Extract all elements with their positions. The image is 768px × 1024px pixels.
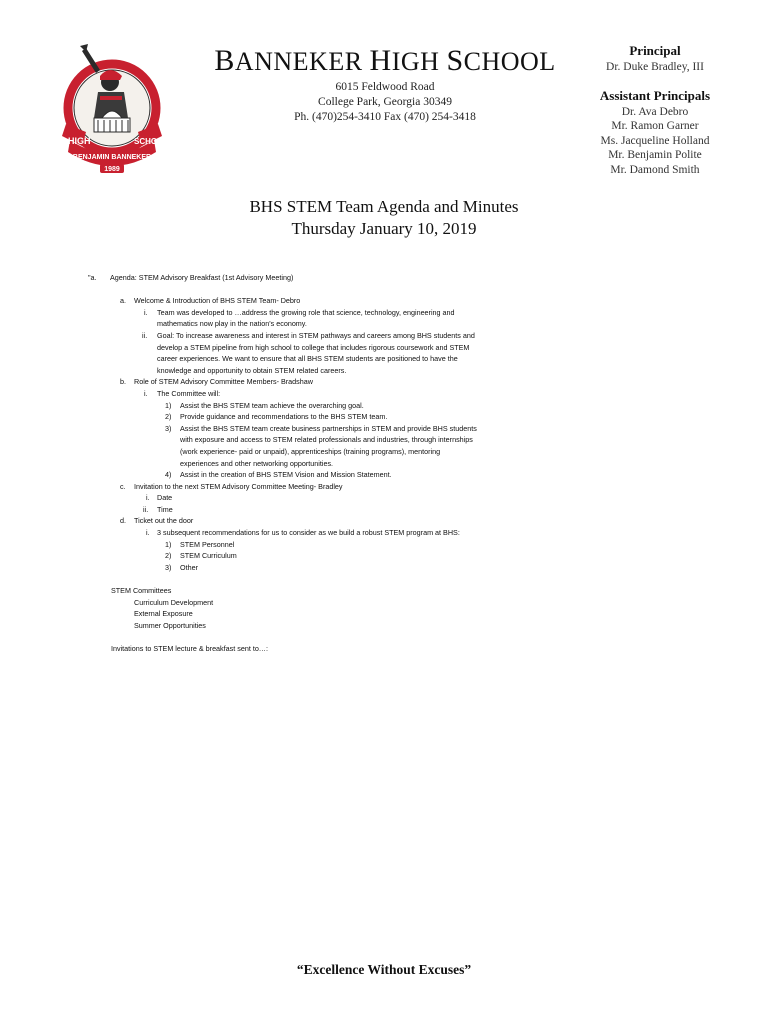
address-phone-fax: Ph. (470)254-3410 Fax (470) 254-3418 [294, 111, 476, 123]
list-marker: ii. [142, 330, 148, 340]
list-item-text: Goal: To increase awareness and interest in STEM pathways and careers among BHS students and [157, 330, 475, 340]
list-item-text: experiences and other networking opportunities. [180, 458, 334, 468]
logo-text-badge: 1989 [104, 166, 120, 173]
committee-item [0, 620, 768, 632]
committee-item-text: Curriculum Development [134, 597, 214, 607]
list-item-text: The Committee will: [157, 388, 221, 398]
committee-item [0, 608, 768, 620]
assistant-principal: Ms. Jacqueline Holland [600, 134, 710, 147]
list-item-continuation [0, 458, 768, 470]
list-item-text: Role of STEM Advisory Committee Members- Bradshaw [134, 377, 313, 387]
list-item-continuation [0, 342, 768, 354]
list-marker: 1) [165, 539, 172, 549]
list-marker: ii. [143, 504, 149, 514]
school-name-initial-h: H [369, 44, 392, 77]
school-address [190, 80, 580, 125]
document-date: Thursday January 10, 2019 [291, 219, 477, 238]
list-item-text: Invitation to the next STEM Advisory Committee Meeting- Bradley [134, 481, 343, 491]
list-item-text: Assist the BHS STEM team achieve the overarching goal. [180, 400, 364, 410]
principal-label: Principal [629, 43, 681, 58]
list-item [0, 423, 768, 435]
assistant-principal: Mr. Benjamin Polite [608, 149, 702, 161]
committee-item [0, 597, 768, 609]
agenda-heading [0, 272, 768, 284]
list-marker: d. [120, 516, 126, 526]
assistant-principal: Mr. Damond Smith [610, 163, 700, 176]
list-marker: i. [146, 493, 150, 503]
committee-item-text: External Exposure [134, 609, 193, 619]
list-marker: b. [120, 377, 126, 387]
list-item [0, 550, 768, 562]
list-item-text: with exposure and access to STEM related professionals and industries, through internships [180, 435, 473, 445]
list-marker: "a. [88, 273, 97, 282]
school-name-part-2: IGH [391, 47, 447, 76]
list-item [0, 295, 768, 307]
list-item-text: Other [180, 562, 198, 572]
address-street: 6015 Feldwood Road [335, 81, 435, 93]
invitations-note [0, 643, 768, 655]
list-item [0, 388, 768, 400]
list-item-text: STEM Curriculum [180, 551, 237, 561]
list-item [0, 330, 768, 342]
list-marker: 3) [165, 423, 172, 433]
list-item-continuation [0, 353, 768, 365]
invitations-note-text: Invitations to STEM lecture & breakfast sent to…: [111, 644, 268, 653]
logo-text-top: HIGH [68, 136, 91, 146]
agenda-heading-text: Agenda: STEM Advisory Breakfast (1st Advisory Meeting) [110, 273, 294, 282]
list-marker: 3) [165, 562, 172, 572]
list-item-text: career experiences. We want to ensure that all BHS STEM students are positioned to have the [157, 354, 458, 364]
list-item-text: Team was developed to …address the growing role that science, technology, engineering and [157, 307, 455, 317]
list-marker: i. [144, 388, 148, 398]
document-title [0, 196, 768, 240]
list-item-continuation [0, 365, 768, 377]
list-item [0, 539, 768, 551]
list-item [0, 504, 768, 516]
list-item-text: (work experience- paid or unpaid), apprenticeships (training programs), mentoring [180, 446, 441, 456]
list-item-text: Welcome & Introduction of BHS STEM Team- Debro [134, 296, 301, 306]
address-city: College Park, Georgia 30349 [318, 96, 452, 108]
assistant-principal: Mr. Ramon Garner [611, 120, 699, 132]
list-marker: 2) [165, 412, 172, 422]
list-item [0, 376, 768, 388]
list-item [0, 469, 768, 481]
administration-list [580, 44, 730, 177]
list-item-text: knowledge and opportunity to obtain STEM related careers. [157, 365, 347, 375]
list-item-text: develop a STEM pipeline from high school to college that includes rigorous coursework and STEM [157, 342, 470, 352]
list-item-text: Assist in the creation of BHS STEM Vision and Mission Statement. [180, 470, 392, 480]
school-name-initial-b: B [214, 44, 235, 77]
list-item-continuation [0, 434, 768, 446]
assistant-principal: Dr. Ava Debro [621, 105, 689, 118]
list-marker: a. [120, 296, 126, 306]
logo-text-right: SCHOOL [134, 137, 168, 146]
school-name-part-1: ANNEKER [234, 47, 370, 76]
list-item-continuation [0, 318, 768, 330]
school-motto: “Excellence Without Excuses” [296, 962, 472, 977]
list-marker: 1) [165, 400, 172, 410]
list-marker: 2) [165, 551, 172, 561]
school-name-part-3: CHOOL [463, 47, 556, 76]
list-item [0, 307, 768, 319]
list-item [0, 492, 768, 504]
list-item-text: 3 subsequent recommendations for us to consider as we build a robust STEM program at BHS: [157, 528, 460, 538]
list-marker: 4) [165, 470, 172, 480]
principal-name: Dr. Duke Bradley, III [606, 60, 704, 73]
logo-text-bottom: BENJAMIN BANNEKER [72, 154, 152, 161]
assistant-principals-label: Assistant Principals [599, 88, 711, 103]
committees-heading [0, 585, 768, 597]
list-item [0, 515, 768, 527]
list-item [0, 527, 768, 539]
list-item [0, 481, 768, 493]
list-marker: i. [146, 528, 150, 538]
list-item-continuation [0, 446, 768, 458]
school-crest-logo [56, 40, 168, 176]
minutes-body [0, 272, 768, 655]
list-item-text: Provide guidance and recommendations to the BHS STEM team. [180, 412, 388, 422]
committees-heading-text: STEM Committees [111, 586, 172, 596]
list-item [0, 411, 768, 423]
list-item-text: Assist the BHS STEM team create business partnerships in STEM and provide BHS students [180, 423, 477, 433]
document-title-line: BHS STEM Team Agenda and Minutes [249, 197, 519, 216]
list-item-text: Date [157, 493, 173, 503]
list-item-text: STEM Personnel [180, 539, 235, 549]
list-item-text: Ticket out the door [134, 516, 194, 526]
committee-item-text: Summer Opportunities [134, 620, 206, 630]
list-item [0, 400, 768, 412]
list-item-text: Time [157, 504, 173, 514]
list-item [0, 562, 768, 574]
school-name-initial-s: S [446, 44, 464, 77]
school-name [190, 44, 580, 78]
list-marker: c. [120, 481, 126, 491]
list-item-text: mathematics now play in the nation's economy. [157, 319, 307, 329]
list-marker: i. [144, 307, 148, 317]
